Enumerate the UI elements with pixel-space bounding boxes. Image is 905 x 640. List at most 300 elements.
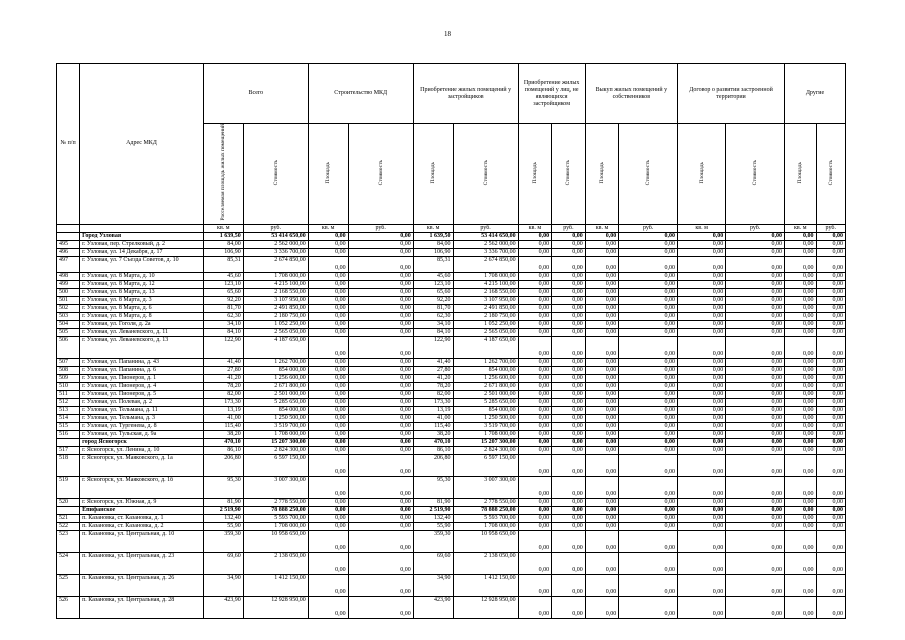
row-address: г. Узловая, ул. Пионеров, д. 4 [80,382,204,390]
unit-cost: руб. [453,224,518,232]
row-total-area: 78,20 [203,382,243,390]
row-index: 518 [57,454,80,476]
row-zero-value: 0,00 [816,296,846,304]
row-total-area: 359,30 [203,530,243,552]
row-zero-value: 0,00 [726,280,785,288]
row-index: 503 [57,312,80,320]
row-construction-cost: 0,00 [348,358,413,366]
row-zero-value: 0,00 [585,328,619,336]
row-address: г. Узловая, ул. Леваневского, д. 11 [80,328,204,336]
row-purchase-cost: 2 674 850,00 [453,256,518,272]
subheader-area [308,124,348,225]
subheader-cost [726,124,785,225]
row-construction-area: 0,00 [308,336,348,358]
table-row [57,312,846,320]
row-construction-area: 0,00 [308,248,348,256]
row-purchase-cost: 3 336 700,00 [453,248,518,256]
row-zero-value: 0,00 [785,596,816,618]
row-zero-value: 0,00 [816,422,846,430]
row-zero-value: 0,00 [678,506,726,514]
row-construction-area: 0,00 [308,320,348,328]
row-address: город Ясногорск [80,438,204,446]
row-total-cost: 3 107 950,00 [243,296,308,304]
row-zero-value: 0,00 [816,596,846,618]
row-total-area: 34,10 [203,320,243,328]
row-zero-value: 0,00 [726,374,785,382]
row-construction-area: 0,00 [308,240,348,248]
row-purchase-cost: 1 708 000,00 [453,430,518,438]
row-zero-value: 0,00 [816,232,846,240]
row-address: г. Узловая, ул. 8 Марта, д. 3 [80,296,204,304]
row-purchase-area: 45,60 [413,272,453,280]
row-construction-area: 0,00 [308,530,348,552]
subheader-area [678,124,726,225]
row-total-cost: 2 562 000,00 [243,240,308,248]
row-zero-value: 0,00 [619,438,678,446]
row-purchase-area: 81,70 [413,304,453,312]
row-purchase-area: 82,00 [413,390,453,398]
row-zero-value: 0,00 [678,296,726,304]
row-zero-value: 0,00 [518,232,552,240]
row-total-area: 115,40 [203,422,243,430]
row-construction-cost: 0,00 [348,248,413,256]
row-zero-value: 0,00 [619,476,678,498]
row-zero-value: 0,00 [816,430,846,438]
row-zero-value: 0,00 [816,374,846,382]
table-row [57,336,846,358]
row-zero-value: 0,00 [552,390,586,398]
row-construction-area: 0,00 [308,296,348,304]
row-total-area: 2 519,90 [203,506,243,514]
row-construction-cost: 0,00 [348,552,413,574]
row-total-cost: 2 138 050,00 [243,552,308,574]
row-address: г. Ясногорск, ул. Ленина, д. 10 [80,446,204,454]
row-zero-value: 0,00 [552,454,586,476]
row-zero-value: 0,00 [552,382,586,390]
row-zero-value: 0,00 [785,446,816,454]
row-zero-value: 0,00 [552,514,586,522]
header-purchase-dev: Приобретение жилых помещений у застройщиков [413,64,518,124]
row-zero-value: 0,00 [678,438,726,446]
row-zero-value: 0,00 [518,406,552,414]
row-purchase-cost: 12 928 950,00 [453,596,518,618]
row-zero-value: 0,00 [552,506,586,514]
row-total-area: 41,00 [203,414,243,422]
row-zero-value: 0,00 [726,454,785,476]
table-row [57,406,846,414]
row-zero-value: 0,00 [619,514,678,522]
row-construction-cost: 0,00 [348,328,413,336]
row-total-area: 82,00 [203,390,243,398]
row-construction-cost: 0,00 [348,574,413,596]
row-zero-value: 0,00 [726,514,785,522]
row-construction-area: 0,00 [308,232,348,240]
row-zero-value: 0,00 [585,438,619,446]
row-zero-value: 0,00 [518,320,552,328]
row-zero-value: 0,00 [585,288,619,296]
row-address: г. Узловая, ул. 8 Марта, д. 6 [80,304,204,312]
row-zero-value: 0,00 [518,422,552,430]
row-index: 501 [57,296,80,304]
row-zero-value: 0,00 [678,406,726,414]
row-zero-value: 0,00 [816,414,846,422]
table-row [57,476,846,498]
row-zero-value: 0,00 [785,272,816,280]
row-zero-value: 0,00 [619,280,678,288]
row-index: 523 [57,530,80,552]
row-index: 515 [57,422,80,430]
row-address: г. Ясногорск, ул. Маяковского, д. 1а [80,454,204,476]
row-index: 504 [57,320,80,328]
row-zero-value: 0,00 [785,398,816,406]
subheader-label: Стоимость [565,159,572,185]
row-zero-value: 0,00 [726,256,785,272]
header-num: № п/п [57,64,80,225]
row-zero-value: 0,00 [619,506,678,514]
row-address: г. Узловая, ул. Тельмана, д. 11 [80,406,204,414]
row-zero-value: 0,00 [585,296,619,304]
row-zero-value: 0,00 [552,476,586,498]
row-zero-value: 0,00 [585,240,619,248]
row-address: п. Казановка, ст. Казановка, д. 1 [80,514,204,522]
row-zero-value: 0,00 [726,422,785,430]
row-zero-value: 0,00 [518,248,552,256]
row-index: 495 [57,240,80,248]
row-zero-value: 0,00 [785,522,816,530]
row-zero-value: 0,00 [585,398,619,406]
row-total-cost: 2 778 550,00 [243,498,308,506]
row-zero-value: 0,00 [585,232,619,240]
row-construction-area: 0,00 [308,454,348,476]
table-row [57,358,846,366]
row-construction-area: 0,00 [308,430,348,438]
row-index: 500 [57,288,80,296]
row-construction-area: 0,00 [308,414,348,422]
table-row [57,296,846,304]
row-construction-area: 0,00 [308,366,348,374]
row-index: 506 [57,336,80,358]
row-zero-value: 0,00 [518,552,552,574]
row-zero-value: 0,00 [619,446,678,454]
row-zero-value: 0,00 [619,232,678,240]
row-construction-cost: 0,00 [348,406,413,414]
row-zero-value: 0,00 [816,312,846,320]
unit-cost: руб. [243,224,308,232]
row-total-cost: 1 250 500,00 [243,414,308,422]
row-total-area: 69,60 [203,552,243,574]
row-zero-value: 0,00 [619,398,678,406]
row-purchase-cost: 1 250 500,00 [453,414,518,422]
row-total-area: 95,30 [203,476,243,498]
row-zero-value: 0,00 [678,336,726,358]
row-address: г. Узловая, пер. Стрелковый, д. 2 [80,240,204,248]
row-zero-value: 0,00 [678,414,726,422]
row-zero-value: 0,00 [678,422,726,430]
row-zero-value: 0,00 [678,446,726,454]
row-zero-value: 0,00 [619,296,678,304]
header-total: Всего [203,64,308,124]
row-zero-value: 0,00 [619,382,678,390]
row-construction-area: 0,00 [308,398,348,406]
table-row [57,304,846,312]
row-purchase-cost: 78 888 250,00 [453,506,518,514]
header-construction: Строительство МКД [308,64,413,124]
row-purchase-cost: 1 708 000,00 [453,272,518,280]
row-zero-value: 0,00 [552,296,586,304]
row-zero-value: 0,00 [585,552,619,574]
subheader-cost [552,124,586,225]
row-zero-value: 0,00 [726,336,785,358]
row-total-cost: 1 708 000,00 [243,272,308,280]
row-zero-value: 0,00 [816,272,846,280]
row-zero-value: 0,00 [619,320,678,328]
row-zero-value: 0,00 [816,498,846,506]
unit-empty [80,224,204,232]
row-total-area: 55,90 [203,522,243,530]
row-zero-value: 0,00 [816,248,846,256]
row-purchase-area: 115,40 [413,422,453,430]
row-zero-value: 0,00 [816,304,846,312]
row-zero-value: 0,00 [726,506,785,514]
row-total-cost: 53 414 650,00 [243,232,308,240]
row-zero-value: 0,00 [518,596,552,618]
row-zero-value: 0,00 [518,498,552,506]
row-address: г. Узловая, ул. Тульская, д. 9а [80,430,204,438]
row-zero-value: 0,00 [726,430,785,438]
subheader-cost [453,124,518,225]
row-zero-value: 0,00 [678,498,726,506]
subheader-area [413,124,453,225]
row-index: 510 [57,382,80,390]
table-row [57,390,846,398]
row-zero-value: 0,00 [585,498,619,506]
row-purchase-area: 359,30 [413,530,453,552]
row-zero-value: 0,00 [585,248,619,256]
unit-area: кв. м [203,224,243,232]
row-construction-cost: 0,00 [348,374,413,382]
row-construction-cost: 0,00 [348,296,413,304]
row-zero-value: 0,00 [518,398,552,406]
row-index: 522 [57,522,80,530]
row-zero-value: 0,00 [726,382,785,390]
row-zero-value: 0,00 [619,406,678,414]
row-zero-value: 0,00 [518,438,552,446]
row-total-area: 132,40 [203,514,243,522]
unit-cost: руб. [348,224,413,232]
row-zero-value: 0,00 [552,256,586,272]
row-zero-value: 0,00 [518,514,552,522]
unit-cost: руб. [552,224,586,232]
row-index: 505 [57,328,80,336]
row-address: г. Узловая, ул. Папанина, д. 43 [80,358,204,366]
row-zero-value: 0,00 [518,374,552,382]
row-zero-value: 0,00 [585,304,619,312]
row-total-cost: 5 285 650,00 [243,398,308,406]
row-index: 521 [57,514,80,522]
row-zero-value: 0,00 [678,552,726,574]
row-purchase-cost: 854 000,00 [453,406,518,414]
row-total-area: 86,10 [203,446,243,454]
row-zero-value: 0,00 [552,320,586,328]
row-zero-value: 0,00 [619,328,678,336]
row-total-cost: 2 180 750,00 [243,312,308,320]
header-address: Адрес МКД [80,64,204,225]
subheader-settled_area [203,124,243,225]
subheader-label: Стоимость [272,159,279,185]
row-total-cost: 2 168 550,00 [243,288,308,296]
row-construction-area: 0,00 [308,390,348,398]
row-index: 525 [57,574,80,596]
row-zero-value: 0,00 [552,374,586,382]
row-zero-value: 0,00 [619,530,678,552]
row-zero-value: 0,00 [619,430,678,438]
row-construction-cost: 0,00 [348,506,413,514]
subheader-label: Стоимость [645,159,652,185]
row-purchase-area: 34,10 [413,320,453,328]
row-total-cost: 12 928 950,00 [243,596,308,618]
row-construction-cost: 0,00 [348,414,413,422]
row-purchase-cost: 2 671 800,00 [453,382,518,390]
row-address: г. Узловая, ул. 8 Марта, д. 10 [80,272,204,280]
row-zero-value: 0,00 [785,552,816,574]
row-total-area: 84,00 [203,240,243,248]
row-zero-value: 0,00 [785,454,816,476]
row-address: г. Узловая, ул. Тельмана, д. 3 [80,414,204,422]
row-zero-value: 0,00 [619,366,678,374]
row-zero-value: 0,00 [678,358,726,366]
row-total-area: 81,90 [203,498,243,506]
row-address: Город Узловая [80,232,204,240]
row-total-area: 123,10 [203,280,243,288]
table-row [57,280,846,288]
row-zero-value: 0,00 [585,406,619,414]
row-total-cost: 1 262 700,00 [243,358,308,366]
row-address: г. Узловая, ул. Пионеров, д. 1 [80,374,204,382]
row-zero-value: 0,00 [585,514,619,522]
row-index: 508 [57,366,80,374]
row-purchase-area: 69,60 [413,552,453,574]
row-zero-value: 0,00 [678,522,726,530]
row-zero-value: 0,00 [726,522,785,530]
row-address: п. Казановка, ул. Центральная, д. 10 [80,530,204,552]
row-zero-value: 0,00 [585,476,619,498]
table-row [57,366,846,374]
row-total-area: 206,80 [203,454,243,476]
row-address: Епифанское [80,506,204,514]
row-zero-value: 0,00 [816,438,846,446]
row-purchase-cost: 5 593 700,00 [453,514,518,522]
row-zero-value: 0,00 [678,574,726,596]
row-purchase-cost: 1 256 600,00 [453,374,518,382]
row-purchase-area: 27,80 [413,366,453,374]
row-zero-value: 0,00 [785,280,816,288]
row-purchase-area: 41,40 [413,358,453,366]
row-zero-value: 0,00 [619,596,678,618]
row-zero-value: 0,00 [518,304,552,312]
row-zero-value: 0,00 [726,248,785,256]
row-purchase-area: 78,20 [413,382,453,390]
row-zero-value: 0,00 [518,312,552,320]
row-purchase-cost: 2 168 550,00 [453,288,518,296]
row-zero-value: 0,00 [619,374,678,382]
row-total-cost: 2 671 800,00 [243,382,308,390]
row-zero-value: 0,00 [552,574,586,596]
row-zero-value: 0,00 [678,288,726,296]
row-purchase-area: 81,90 [413,498,453,506]
row-total-area: 423,90 [203,596,243,618]
row-total-cost: 3 007 300,00 [243,476,308,498]
row-zero-value: 0,00 [678,390,726,398]
row-purchase-area: 423,90 [413,596,453,618]
row-purchase-cost: 854 000,00 [453,366,518,374]
row-zero-value: 0,00 [619,256,678,272]
row-zero-value: 0,00 [785,514,816,522]
row-construction-area: 0,00 [308,514,348,522]
row-total-cost: 15 207 300,00 [243,438,308,446]
row-purchase-area: 38,20 [413,430,453,438]
row-total-area: 38,20 [203,430,243,438]
row-zero-value: 0,00 [518,574,552,596]
subheader-area [785,124,816,225]
row-zero-value: 0,00 [619,304,678,312]
unit-area: кв. м [413,224,453,232]
row-construction-area: 0,00 [308,382,348,390]
subheader-label: Стоимость [752,159,759,185]
unit-cost: руб. [726,224,785,232]
row-zero-value: 0,00 [619,522,678,530]
table-row [57,398,846,406]
row-zero-value: 0,00 [552,280,586,288]
row-zero-value: 0,00 [678,476,726,498]
subheader-label: Стоимость [482,159,489,185]
row-zero-value: 0,00 [518,390,552,398]
row-index: 511 [57,390,80,398]
row-zero-value: 0,00 [678,256,726,272]
row-zero-value: 0,00 [552,522,586,530]
row-total-area: 173,30 [203,398,243,406]
row-total-cost: 4 215 100,00 [243,280,308,288]
row-zero-value: 0,00 [816,336,846,358]
row-zero-value: 0,00 [585,280,619,288]
row-zero-value: 0,00 [518,366,552,374]
row-construction-area: 0,00 [308,506,348,514]
row-construction-cost: 0,00 [348,398,413,406]
row-address: г. Узловая, ул. 8 Марта, д. 8 [80,312,204,320]
row-zero-value: 0,00 [785,288,816,296]
row-zero-value: 0,00 [552,596,586,618]
header-other: Другие [785,64,846,124]
row-index: 513 [57,406,80,414]
row-zero-value: 0,00 [726,530,785,552]
row-purchase-area: 173,30 [413,398,453,406]
unit-area: кв. м [585,224,619,232]
subheader-label: Площадь [325,161,332,183]
row-total-cost: 854 000,00 [243,366,308,374]
row-total-area: 41,20 [203,374,243,382]
subheader-cost [243,124,308,225]
unit-empty [57,224,80,232]
row-zero-value: 0,00 [552,422,586,430]
row-total-cost: 1 052 250,00 [243,320,308,328]
row-construction-cost: 0,00 [348,280,413,288]
row-construction-area: 0,00 [308,312,348,320]
row-total-area: 92,20 [203,296,243,304]
row-construction-cost: 0,00 [348,438,413,446]
row-zero-value: 0,00 [816,390,846,398]
row-zero-value: 0,00 [585,414,619,422]
unit-area: кв. м [678,224,726,232]
row-zero-value: 0,00 [785,406,816,414]
